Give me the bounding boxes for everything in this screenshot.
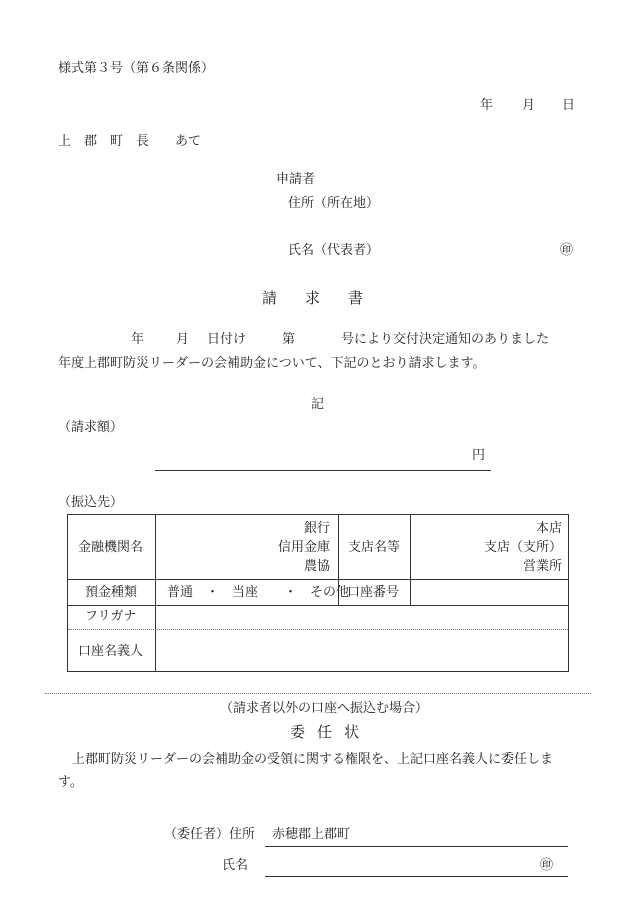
form-number: 様式第３号（第６条関係） xyxy=(58,61,215,76)
addressee: 上 郡 町 長 あて xyxy=(58,134,202,149)
document-title: 請求書 xyxy=(262,289,392,307)
deposit-type-label: 預金種類 xyxy=(85,585,138,600)
bank-type-shinkin: 信用金庫 xyxy=(277,540,330,555)
applicant-name-label: 氏名（代表者） xyxy=(288,243,380,258)
claim-unit: 円 xyxy=(472,448,486,463)
furigana-label: フリガナ xyxy=(85,609,137,624)
claim-label: （請求額） xyxy=(58,420,124,435)
bank-label: 金融機関名 xyxy=(78,540,144,555)
table-vline-3 xyxy=(410,515,411,606)
date-year-label: 年 xyxy=(480,98,494,113)
ki-label: 記 xyxy=(311,397,325,412)
branch-type-office: 営業所 xyxy=(522,559,562,574)
body-no-suffix: 号により交付決定通知のありました xyxy=(341,332,550,347)
deposit-type-options[interactable]: 普通 ・ 当座 ・ その他 xyxy=(167,585,350,600)
account-holder-label: 口座名義人 xyxy=(78,644,144,659)
table-hline-1 xyxy=(68,579,568,580)
claim-amount-line[interactable] xyxy=(155,470,491,471)
transfer-label: （振込先） xyxy=(58,495,124,510)
table-vline-1b xyxy=(155,600,156,671)
delegator-address-label: （委任者）住所 xyxy=(164,827,256,842)
date-month-label: 月 xyxy=(522,98,536,113)
bank-type-nokyo: 農協 xyxy=(303,559,330,574)
delegation-title: 委任状 xyxy=(290,723,372,741)
body-month: 月 xyxy=(176,332,190,347)
delegation-text-line-2: す。 xyxy=(58,775,83,790)
body-year: 年 xyxy=(131,332,145,347)
table-hline-2 xyxy=(68,605,568,606)
delegation-text-line-1: 上郡町防災リーダーの会補助金の受領に関する権限を、上記口座名義人に委任しま xyxy=(72,752,554,767)
body-line-2: 年度上郡町防災リーダーの会補助金について、下記のとおり請求します。 xyxy=(58,356,486,371)
delegator-address-value: 赤穂郡上郡町 xyxy=(272,827,351,842)
body-dated: 日付け xyxy=(207,332,247,347)
applicant-label: 申請者 xyxy=(276,172,316,187)
applicant-address-label: 住所（所在地） xyxy=(288,196,380,211)
table-vline-1 xyxy=(155,515,156,600)
account-number-label: 口座番号 xyxy=(347,585,400,600)
bank-type-bank: 銀行 xyxy=(303,521,330,536)
date-day-label: 日 xyxy=(562,98,576,113)
transfer-table xyxy=(67,514,569,672)
body-no-prefix: 第 xyxy=(282,332,296,347)
delegator-seal-icon: ㊞ xyxy=(540,858,554,873)
seal-icon: ㊞ xyxy=(560,243,574,258)
branch-type-branch: 支店（支所） xyxy=(483,540,562,555)
section-divider xyxy=(45,693,591,694)
delegation-note: （請求者以外の口座へ振込む場合） xyxy=(220,701,429,716)
delegator-name-label: 氏名 xyxy=(222,858,249,873)
delegator-name-line[interactable] xyxy=(265,876,568,877)
table-dotted-line xyxy=(68,629,568,630)
branch-type-main: 本店 xyxy=(535,521,562,536)
branch-label: 支店名等 xyxy=(348,540,401,555)
delegator-address-line[interactable] xyxy=(265,846,568,847)
